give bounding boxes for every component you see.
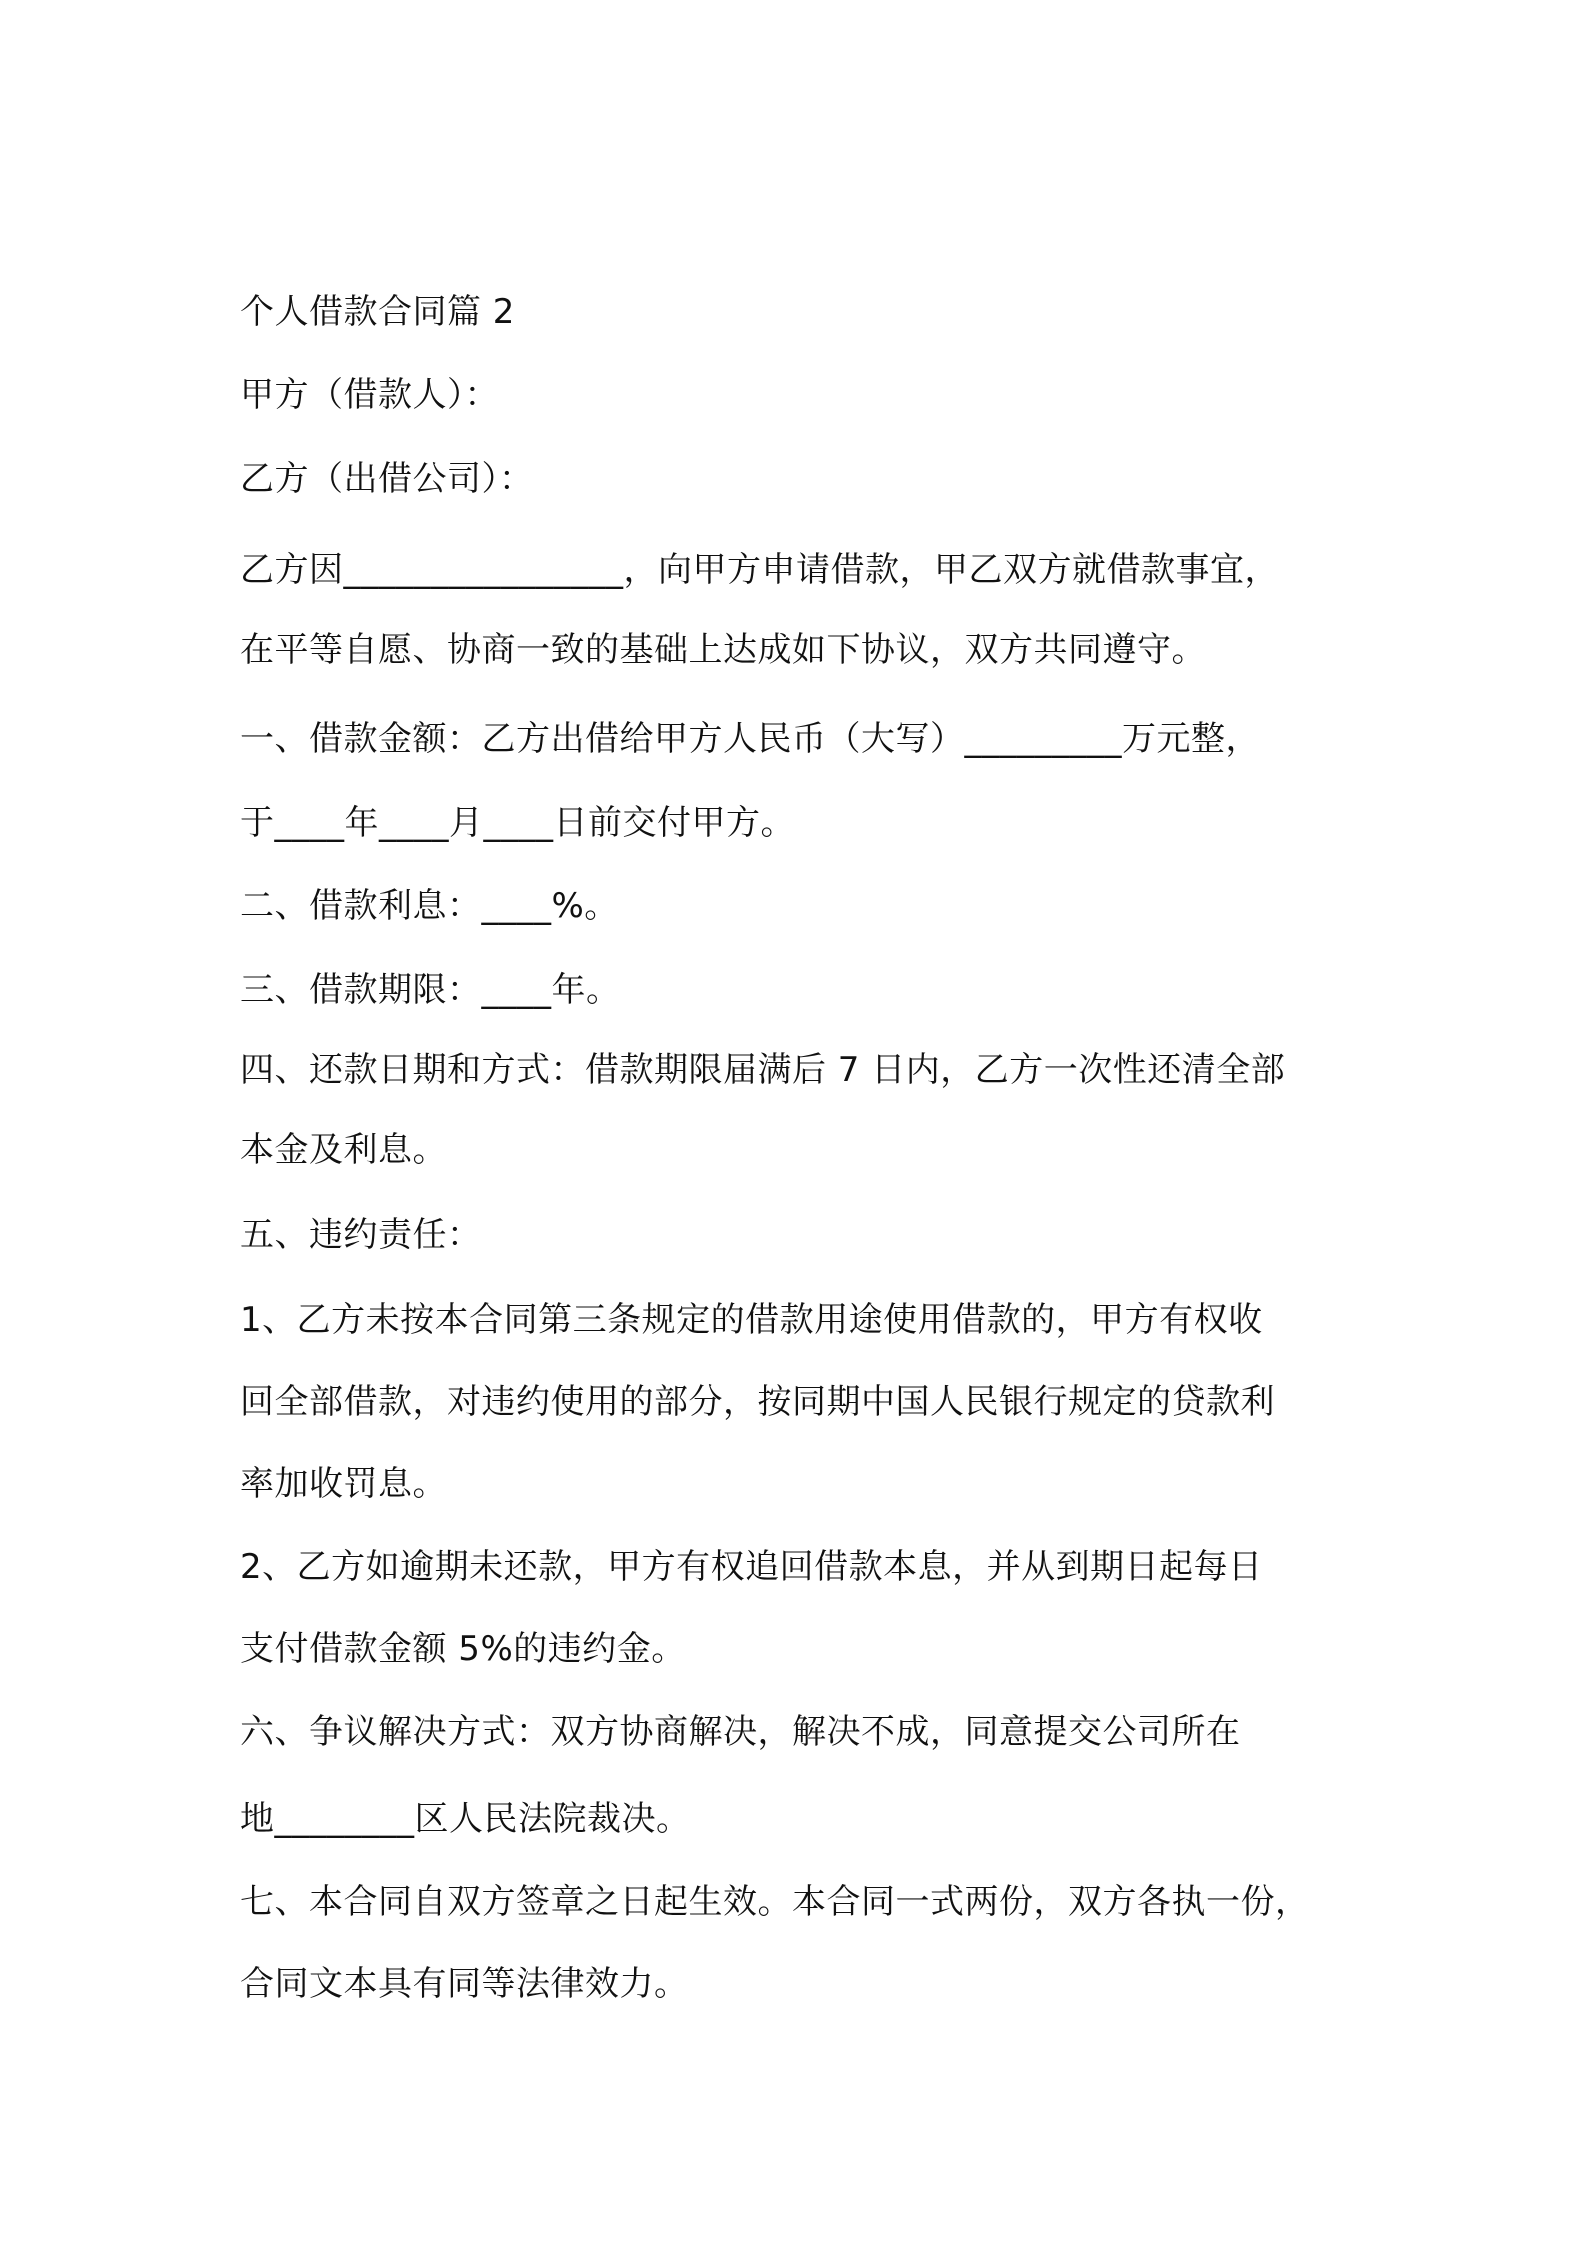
clause-7-line-1: 七、本合同自双方签章之日起生效。本合同一式两份，双方各执一份， [240,1882,1310,1922]
clause-5-1-line-2: 回全部借款，对违约使用的部分，按同期中国人民银行规定的贷款利 [240,1382,1275,1422]
intro-line-1: 乙方因________________，向甲方申请借款，甲乙双方就借款事宜， [240,550,1279,590]
clause-6-line-2: 地________区人民法院裁决。 [240,1799,691,1839]
clause-3: 三、借款期限：____年。 [240,970,621,1010]
clause-5-1-line-3: 率加收罚息。 [240,1464,447,1504]
intro-line-2: 在平等自愿、协商一致的基础上达成如下协议，双方共同遵守。 [240,630,1206,670]
clause-5-1-line-1: 1、乙方未按本合同第三条规定的借款用途使用借款的，甲方有权收 [240,1300,1263,1340]
clause-5-2-line-2: 支付借款金额 5%的违约金。 [240,1629,686,1669]
document-title: 个人借款合同篇 2 [240,292,515,332]
clause-1-line-1: 一、借款金额：乙方出借给甲方人民币（大写）_________万元整， [240,719,1260,759]
clause-4-line-2: 本金及利息。 [240,1130,447,1170]
party-b-label: 乙方（出借公司）： [240,459,534,499]
clause-4-line-1: 四、还款日期和方式：借款期限届满后 7 日内，乙方一次性还清全部 [240,1050,1286,1090]
clause-1-line-2: 于____年____月____日前交付甲方。 [240,803,795,843]
party-a-label: 甲方（借款人）： [240,375,499,415]
clause-2: 二、借款利息：____%。 [240,886,619,926]
clause-7-line-2: 合同文本具有同等法律效力。 [240,1964,689,2004]
clause-5-2-line-1: 2、乙方如逾期未还款，甲方有权追回借款本息，并从到期日起每日 [240,1547,1263,1587]
clause-5-heading: 五、违约责任： [240,1215,482,1255]
clause-6-line-1: 六、争议解决方式：双方协商解决，解决不成，同意提交公司所在 [240,1712,1241,1752]
